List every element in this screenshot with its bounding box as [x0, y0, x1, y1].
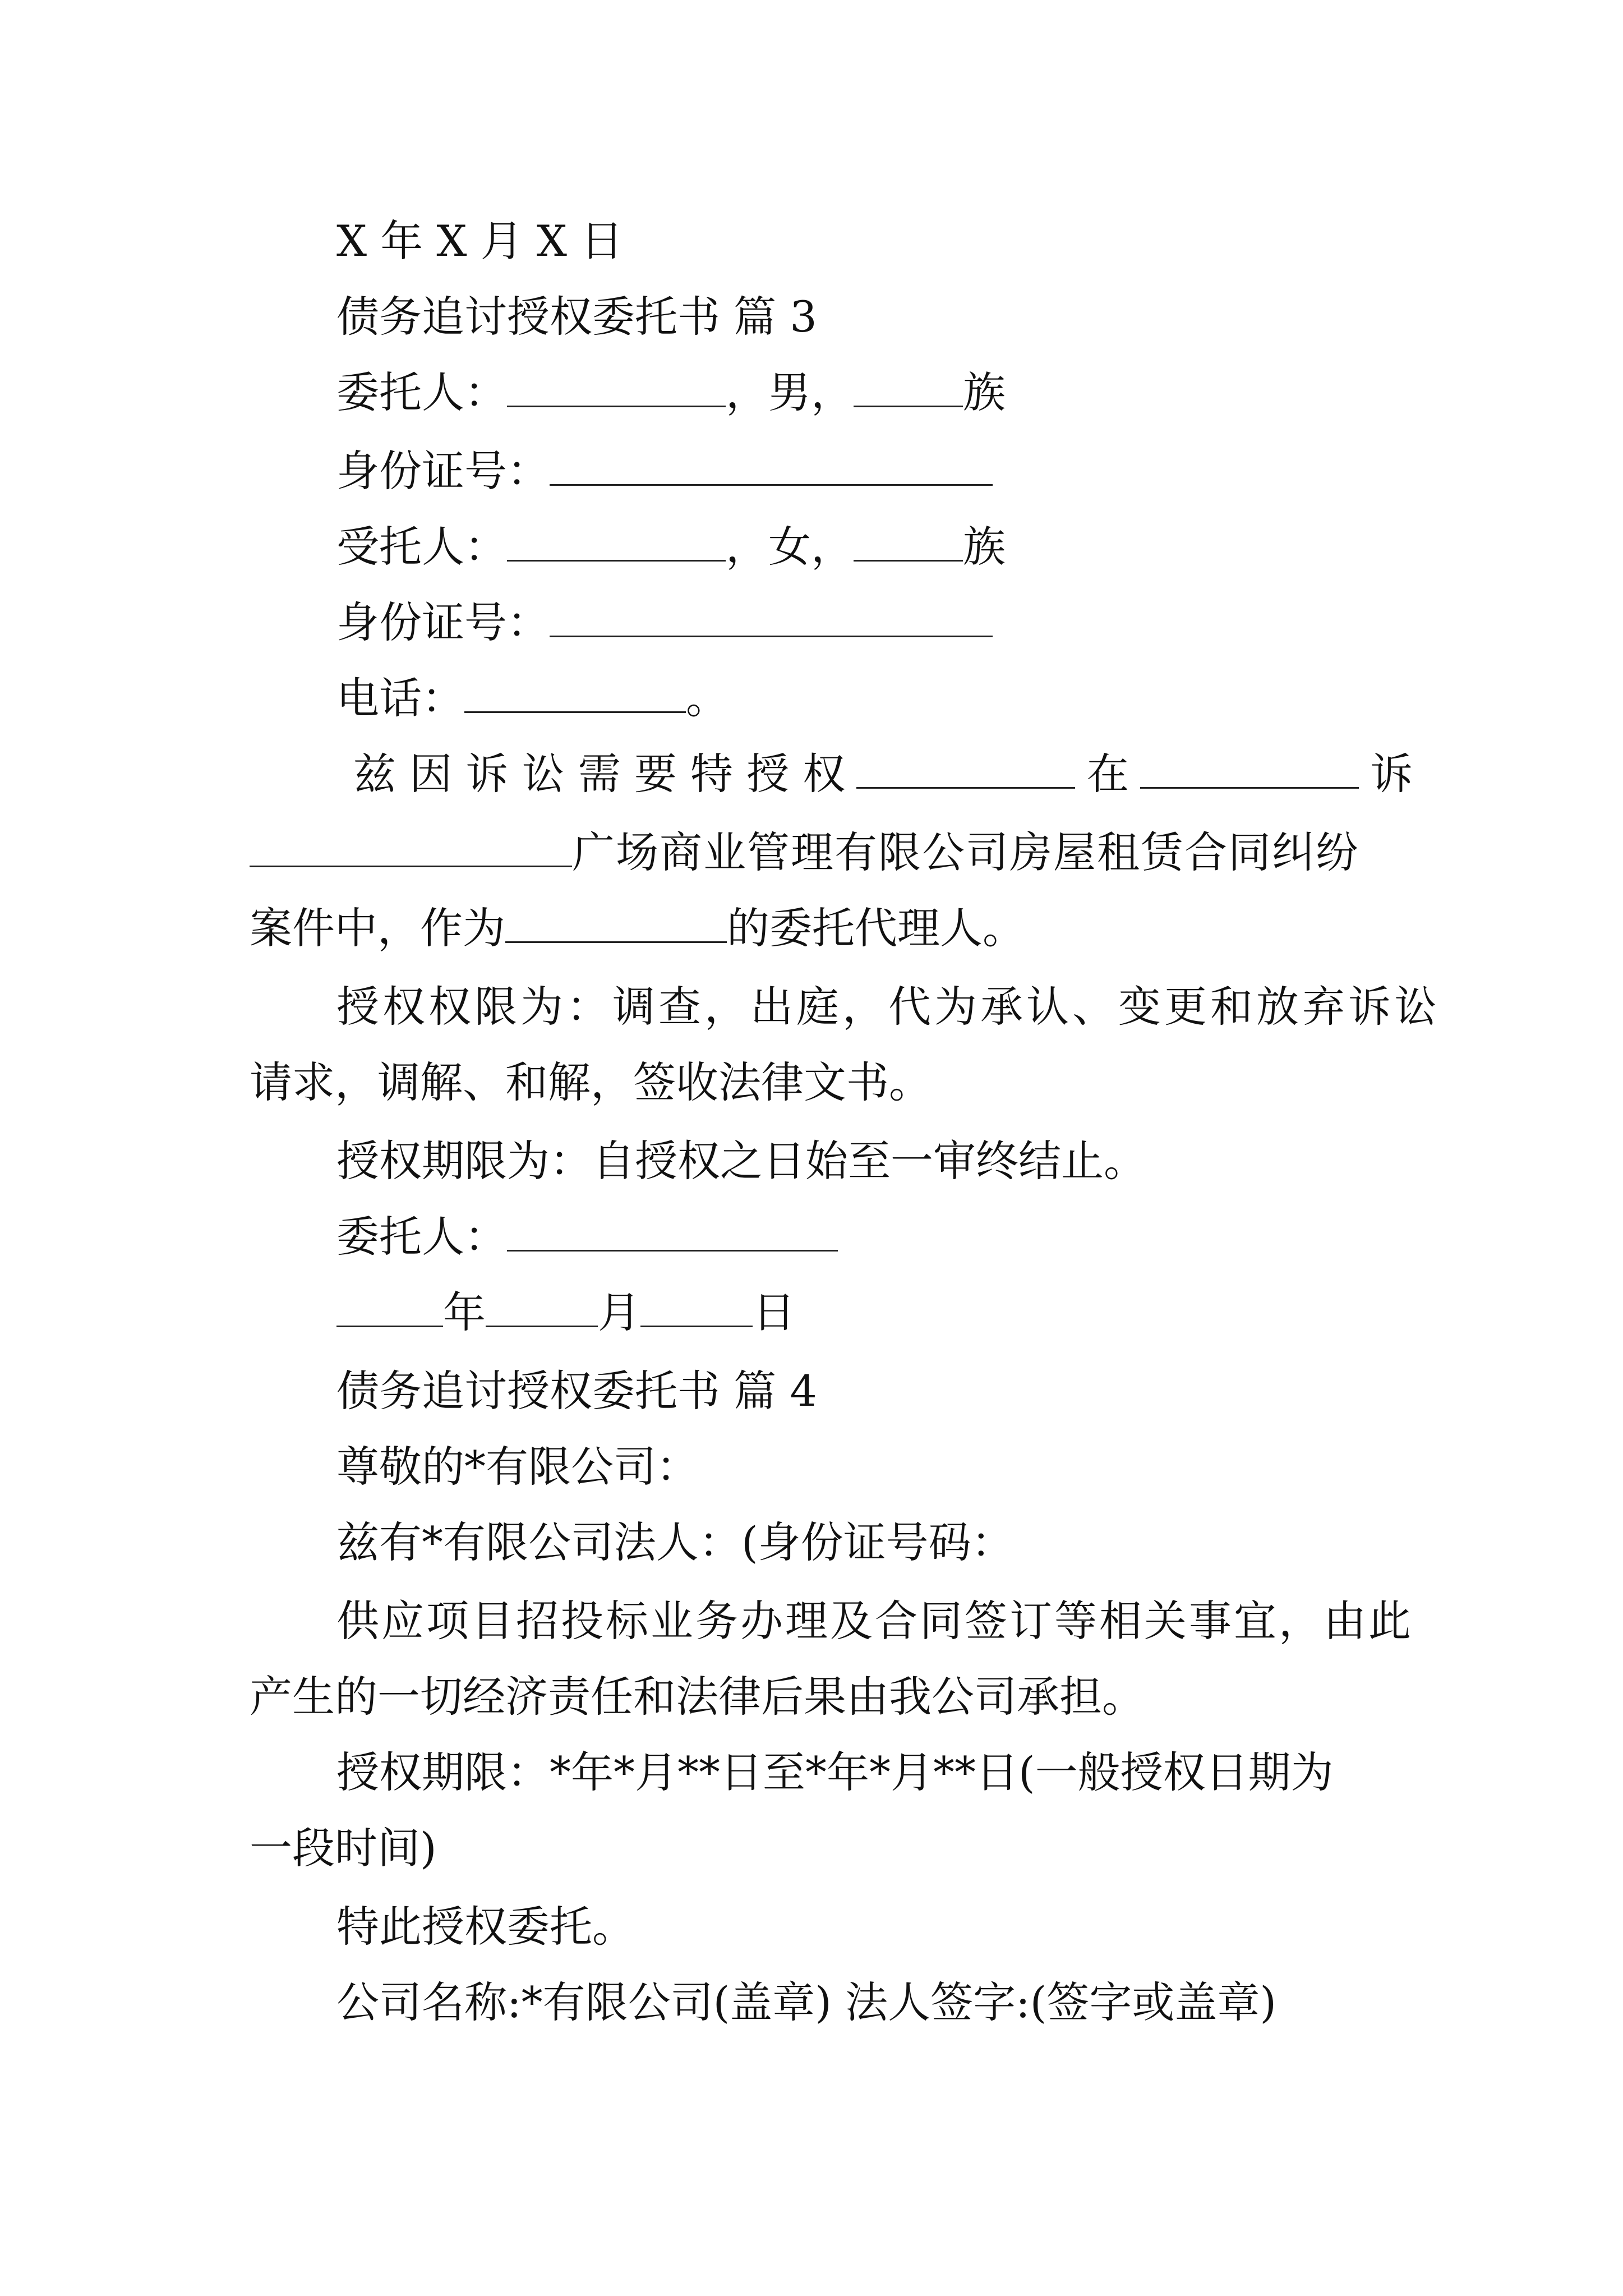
para1-line3 — [0, 900, 1623, 956]
principal-ethnic-blank — [854, 366, 963, 407]
para1-blank-3 — [250, 826, 572, 867]
para3-text: 授权期限为：自授权之日始至一审终结止。 — [336, 1136, 1146, 1186]
company-text: 公司名称:*有限公司(盖章) 法人签字:(签字或盖章) — [336, 1977, 1276, 2027]
year-label: 年 — [443, 1287, 486, 1337]
para1-blank-4 — [505, 902, 727, 943]
principal-id-label: 身份证号： — [336, 446, 550, 496]
month-blank — [486, 1286, 598, 1327]
month-label: 月 — [598, 1287, 640, 1337]
para5-line2 — [0, 1669, 1623, 1725]
para5-a: 供应项目招投标业务办理及合同签订等相关事宜，由此 — [336, 1596, 1413, 1646]
para1-c: 诉 — [1370, 749, 1413, 799]
para2-b: 请求，调解、和解，签收法律文书。 — [250, 1057, 932, 1107]
principal-line — [0, 365, 1623, 421]
para2-a: 授权权限为：调查，出庭，代为承认、变更和放弃诉讼 — [336, 982, 1440, 1032]
para6-line2 — [0, 1820, 1623, 1876]
para1-line1 — [353, 746, 1413, 802]
para5-b: 产生的一切经济责任和法律后果由我公司承担。 — [250, 1672, 1145, 1722]
sign-label: 委托人： — [336, 1212, 507, 1262]
principal-gender: ，男， — [726, 367, 854, 417]
agent-id-label: 身份证号： — [336, 597, 550, 647]
day-blank — [640, 1286, 753, 1327]
agent-ethnic-suffix: 族 — [963, 522, 1006, 572]
para6-b: 一段时间) — [250, 1823, 437, 1873]
agent-label: 受托人： — [336, 522, 507, 572]
sign-line — [0, 1209, 1623, 1265]
agent-name-blank — [507, 521, 726, 562]
para2-line1 — [0, 979, 1623, 1035]
para4-text: 兹有*有限公司法人：(身份证号码： — [336, 1517, 1014, 1567]
agent-id-line — [0, 595, 1623, 651]
principal-ethnic-suffix: 族 — [963, 367, 1006, 417]
heading-4-text: 债务追讨授权委托书 篇 4 — [336, 1366, 817, 1416]
principal-label: 委托人： — [336, 367, 507, 417]
closing-line — [0, 1899, 1623, 1955]
agent-line — [0, 519, 1623, 575]
salutation-text: 尊敬的*有限公司： — [336, 1442, 699, 1492]
heading-4 — [0, 1363, 1623, 1419]
closing-text: 特此授权委托。 — [336, 1902, 635, 1952]
para6-a: 授权期限：*年*月**日至*年*月**日(一般授权日期为 — [336, 1747, 1334, 1797]
date-text: X 年 X 月 X 日 — [336, 216, 624, 266]
year-blank — [336, 1286, 443, 1327]
para1-a: 兹 因 诉 讼 需 要 特 授 权 — [353, 749, 846, 799]
agent-id-blank — [550, 596, 993, 637]
para1-blank-1 — [856, 748, 1075, 789]
para3-line — [0, 1133, 1623, 1189]
para1-d: 广场商业管理有限公司房屋租赁合同纠纷 — [572, 827, 1359, 877]
salutation-line — [0, 1439, 1623, 1495]
para1-e: 案件中，作为 — [250, 903, 505, 953]
principal-name-blank — [507, 366, 726, 407]
para4-line — [0, 1515, 1623, 1571]
date-line — [0, 213, 1623, 269]
heading-3-text: 债务追讨授权委托书 篇 3 — [336, 292, 817, 342]
day-label: 日 — [753, 1287, 795, 1337]
phone-label: 电话： — [336, 673, 464, 723]
para5-line1 — [0, 1593, 1623, 1649]
heading-3 — [0, 289, 1623, 345]
principal-id-line — [0, 443, 1623, 499]
sign-blank — [507, 1211, 838, 1251]
phone-blank — [464, 672, 686, 713]
principal-id-blank — [550, 445, 993, 486]
para2-line2 — [0, 1055, 1623, 1111]
phone-end: 。 — [686, 673, 728, 723]
company-line — [0, 1975, 1623, 2031]
phone-line — [0, 670, 1623, 726]
agent-ethnic-blank — [854, 521, 963, 562]
para1-line2 — [250, 825, 1623, 881]
para1-blank-2 — [1140, 748, 1359, 789]
agent-gender: ，女， — [726, 522, 854, 572]
para1-b: 在 — [1086, 749, 1129, 799]
para6-line1 — [0, 1745, 1623, 1801]
sign-date-line — [0, 1285, 1623, 1341]
para1-f: 的委托代理人。 — [727, 903, 1025, 953]
